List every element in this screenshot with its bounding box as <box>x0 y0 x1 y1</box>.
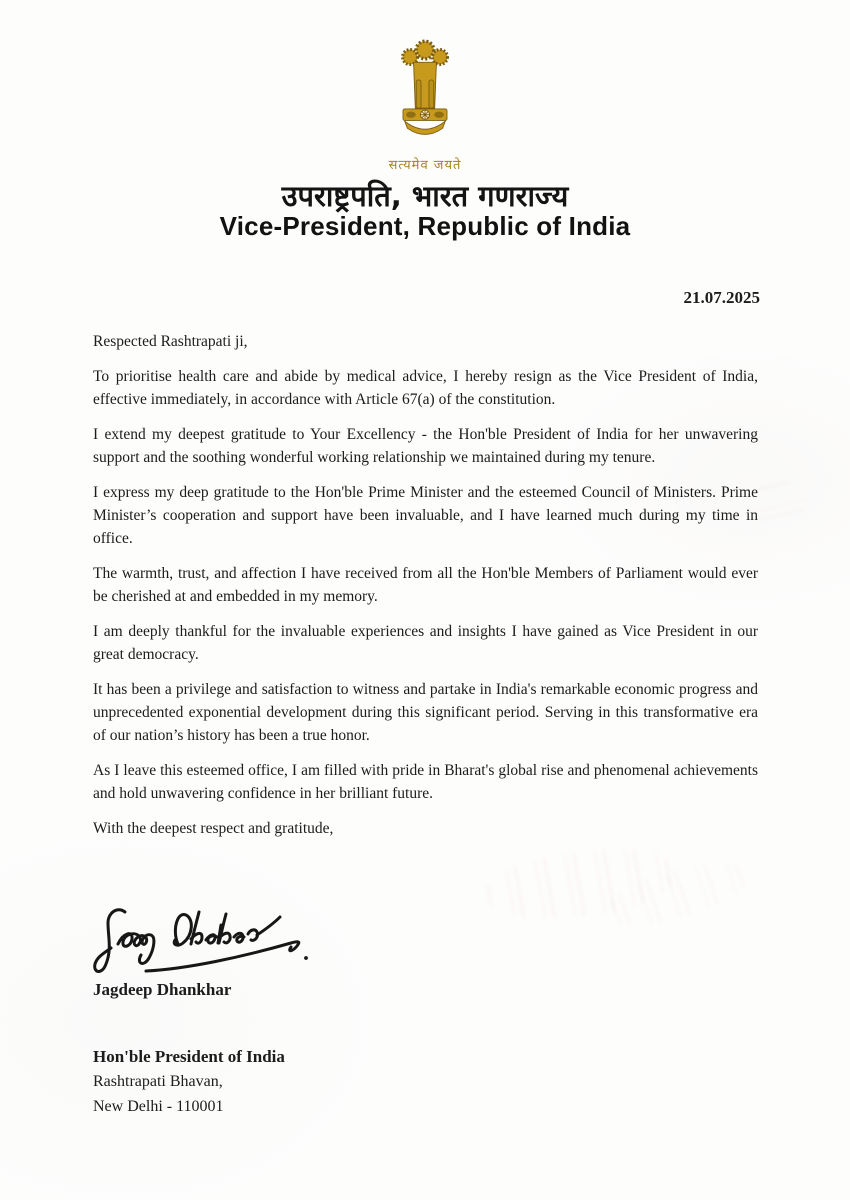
recipient-name: Hon'ble President of India <box>93 1047 285 1066</box>
paragraph-7: As I leave this esteemed office, I am filled with pride in Bharat's global rise and phenomenal achievements and hold unwavering confidence in her brilliant future. <box>93 762 758 802</box>
letter-date: 21.07.2025 <box>683 288 760 307</box>
salutation: Respected Rashtrapati ji, <box>93 333 248 350</box>
letterhead-title-hindi: उपराष्ट्रपति, भारत गणराज्य <box>281 179 569 213</box>
paragraph-5: I am deeply thankful for the invaluable experiences and insights I have gained as Vice President in our great democracy. <box>93 623 758 663</box>
letterhead <box>0 34 850 173</box>
paragraph-3: I express my deep gratitude to the Hon'ble Prime Minister and the esteemed Council of Ministers. Prime Minister’s cooperation and support have been invaluable, and I have learned much during my time in office. <box>93 484 758 547</box>
signature-handwriting <box>92 898 354 983</box>
ink-bleed-artifact <box>483 841 679 928</box>
recipient-address-line2: New Delhi - 110001 <box>93 1098 224 1115</box>
paragraph-1: To prioritise health care and abide by medical advice, I hereby resign as the Vice President of India, effective immediately, in accordance with Article 67(a) of the constitution. <box>93 368 758 408</box>
ashoka-emblem-icon <box>381 34 469 154</box>
recipient-block <box>93 1044 285 1119</box>
closing-line: With the deepest respect and gratitude, <box>93 820 334 837</box>
emblem-motto: सत्यमेव जयते <box>388 158 462 173</box>
paragraph-4: The warmth, trust, and affection I have received from all the Hon'ble Members of Parliament would ever be cherished at and embedded in my memory. <box>93 565 758 605</box>
paragraph-2: I extend my deepest gratitude to Your Excellency - the Hon'ble President of India for her unwavering support and the soothing wonderful working relationship we maintained during my tenure. <box>93 426 758 466</box>
letter-body <box>93 330 758 852</box>
signatory-name: Jagdeep Dhankhar <box>93 980 232 999</box>
ink-bleed-artifact <box>597 852 754 938</box>
letterhead-title-english: Vice-President, Republic of India <box>219 211 631 241</box>
recipient-address-line1: Rashtrapati Bhavan, <box>93 1073 223 1090</box>
paragraph-6: It has been a privilege and satisfaction to witness and partake in India's remarkable economic progress and unprecedented exponential development during this significant period. Serving in this transformative era of our nation’s history has been a true honor. <box>93 681 758 744</box>
